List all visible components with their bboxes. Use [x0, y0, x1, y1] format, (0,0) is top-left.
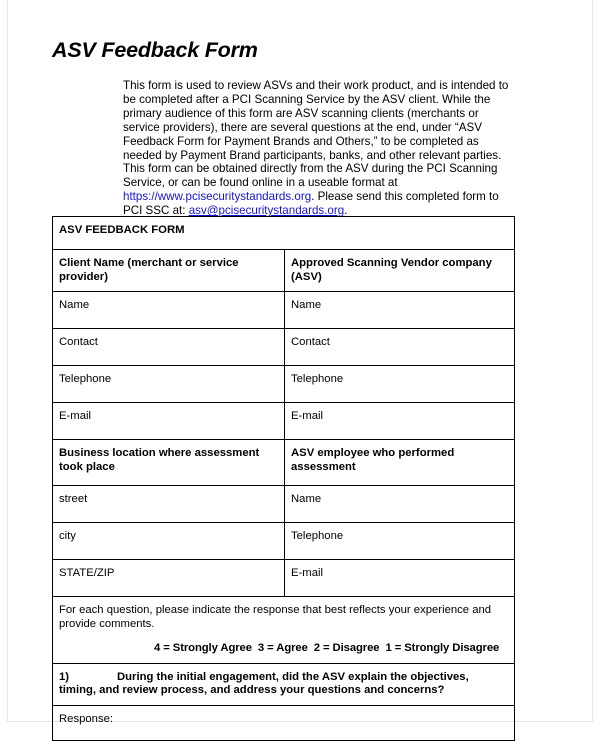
pci-email-link[interactable]: asv@pcisecuritystandards.org — [188, 204, 345, 218]
field-employee-email[interactable]: E-mail — [285, 560, 515, 597]
field-client-telephone[interactable]: Telephone — [53, 366, 285, 403]
table-row-response-1 — [53, 705, 515, 740]
asv-feedback-table — [52, 216, 515, 741]
table-row-question-1 — [53, 663, 515, 705]
field-location-state-zip[interactable]: STATE/ZIP — [53, 560, 285, 597]
field-location-city[interactable]: city — [53, 523, 285, 560]
column-header-asv-employee: ASV employee who performed assessment — [285, 440, 515, 486]
field-client-email[interactable]: E-mail — [53, 403, 285, 440]
field-client-contact[interactable]: Contact — [53, 329, 285, 366]
column-header-business-location: Business location where assessment took place — [53, 440, 285, 486]
intro-text-part1: This form is used to review ASVs and their work product, and is intended to be completed after a PCI Scanning Service by the ASV client. While the primary audience of this form are ASV scanning clients (merchants or service providers), there are several questions at the end, under “ASV Feedback Form for Payment Brands and Others,” to be completed as needed by Payment Brand participants, banks, and other relevant parties. This form can be obtained directly from the ASV during the PCI Scanning Service, or can be found online in a useable format at — [123, 79, 509, 190]
table-row — [53, 403, 515, 440]
pci-website-link[interactable]: https://www.pcisecuritystandards.org — [123, 190, 312, 204]
response-1-field[interactable]: Response: — [53, 705, 515, 740]
intro-text-part3: . — [344, 204, 348, 218]
rating-scale — [59, 642, 507, 656]
field-client-name[interactable]: Name — [53, 292, 285, 329]
column-header-client: Client Name (merchant or service provider) — [53, 250, 285, 292]
table-row-section-title — [53, 217, 515, 250]
field-vendor-telephone[interactable]: Telephone — [285, 366, 515, 403]
page-sheet — [7, 0, 593, 725]
table-row-instructions — [53, 597, 515, 664]
intro-text-part2: . Please send this completed form to PCI SSC at: — [123, 190, 499, 218]
field-vendor-contact[interactable]: Contact — [285, 329, 515, 366]
column-header-vendor: Approved Scanning Vendor company (ASV) — [285, 250, 515, 292]
page-title: ASV Feedback Form — [52, 38, 258, 62]
instructions-text: For each question, please indicate the response that best reflects your experience and provide comments. — [59, 604, 492, 630]
field-location-street[interactable]: street — [53, 486, 285, 523]
field-vendor-email[interactable]: E-mail — [285, 403, 515, 440]
table-row — [53, 560, 515, 597]
rating-scale-option-4: 4 = Strongly Agree — [154, 642, 252, 654]
question-1-text: During the initial engagement, did the ASV explain the objectives, timing, and review process, and address your questions and concerns? — [59, 670, 469, 696]
rating-scale-option-1: 1 = Strongly Disagree — [385, 642, 500, 654]
question-1-cell — [53, 663, 515, 705]
instructions-cell — [53, 597, 515, 664]
table-row — [53, 486, 515, 523]
rating-scale-option-2: 2 = Disagree — [313, 642, 380, 654]
field-employee-telephone[interactable]: Telephone — [285, 523, 515, 560]
table-row — [53, 523, 515, 560]
form-section-title: ASV FEEDBACK FORM — [53, 217, 515, 250]
table-row — [53, 292, 515, 329]
table-row — [53, 366, 515, 403]
rating-scale-option-3: 3 = Agree — [257, 642, 308, 654]
table-row-column-headers — [53, 250, 515, 292]
field-employee-name[interactable]: Name — [285, 486, 515, 523]
field-vendor-name[interactable]: Name — [285, 292, 515, 329]
table-row — [53, 329, 515, 366]
table-row-location-headers — [53, 440, 515, 486]
question-1-number: 1) — [59, 670, 70, 683]
intro-paragraph — [123, 79, 513, 218]
